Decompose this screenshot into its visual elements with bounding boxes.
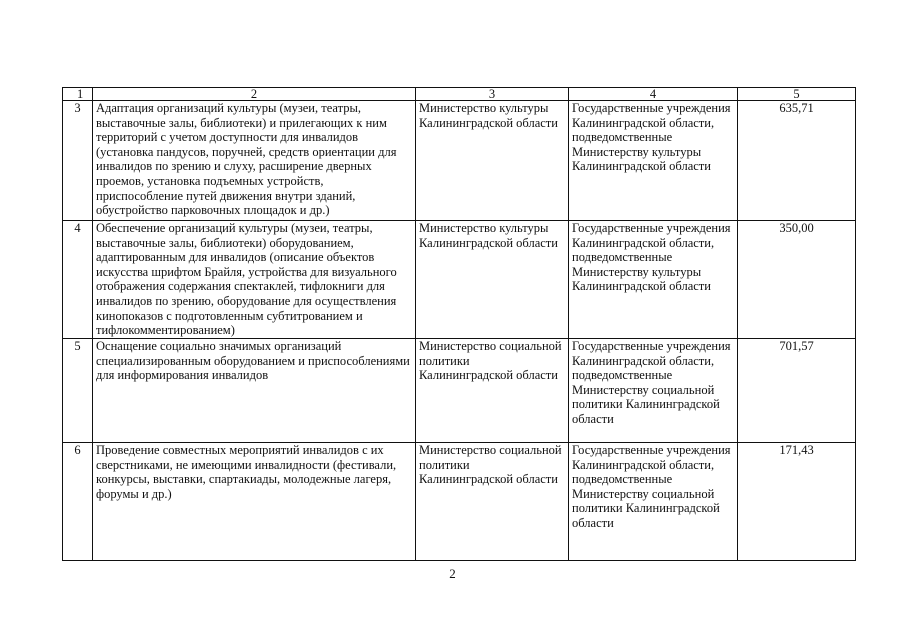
column-header-1: 1 xyxy=(63,88,93,101)
executors: Государственные учреждения Калининградской области, подведомственные Министерству культуры Калининградской области xyxy=(569,221,738,339)
responsible-body: Министерство культуры Калининградской области xyxy=(416,101,569,221)
row-number: 3 xyxy=(63,101,93,221)
row-number: 6 xyxy=(63,443,93,561)
column-header-5: 5 xyxy=(738,88,856,101)
executors: Государственные учреждения Калининградской области, подведомственные Министерству культуры Калининградской области xyxy=(569,101,738,221)
row-number: 4 xyxy=(63,221,93,339)
funding-amount: 350,00 xyxy=(738,221,856,339)
responsible-body: Министерство культуры Калининградской области xyxy=(416,221,569,339)
measure-description: Адаптация организаций культуры (музеи, театры, выставочные залы, библиотеки) и прилегающих к ним территорий с учетом доступности для инвалидов (установка пандусов, поручней, средств ориентации для инвалидов по зрению и слуху, расширение дверных проемов, установка подъемных устройств, приспособление путей движения внутри зданий, обустройство парковочных площадок и др.) xyxy=(93,101,416,221)
table-row xyxy=(63,101,856,221)
measure-description: Обеспечение организаций культуры (музеи, театры, выставочные залы, библиотеки) оборудованием, адаптированным для инвалидов (описание объектов искусства шрифтом Брайля, устройства для визуального отображения содержания спектаклей, тифлокниги для инвалидов по зрению, оборудование для осуществления кинопоказов с подготовленным субтитрованием и тифлокомментированием) xyxy=(93,221,416,339)
funding-amount: 171,43 xyxy=(738,443,856,561)
responsible-body: Министерство социальной политики Калининградской области xyxy=(416,443,569,561)
executors: Государственные учреждения Калининградской области, подведомственные Министерству социальной политики Калининградской области xyxy=(569,443,738,561)
table-row xyxy=(63,443,856,561)
table-header-row xyxy=(63,88,856,101)
measure-description: Проведение совместных мероприятий инвалидов с их сверстниками, не имеющими инвалидности (фестивали, конкурсы, выставки, спартакиады, молодежные лагеря, форумы и др.) xyxy=(93,443,416,561)
table-row xyxy=(63,339,856,443)
funding-amount: 701,57 xyxy=(738,339,856,443)
funding-amount: 635,71 xyxy=(738,101,856,221)
column-header-2: 2 xyxy=(93,88,416,101)
responsible-body: Министерство социальной политики Калининградской области xyxy=(416,339,569,443)
table-row xyxy=(63,221,856,339)
page-number: 2 xyxy=(449,566,456,581)
program-table xyxy=(62,87,856,561)
column-header-3: 3 xyxy=(416,88,569,101)
column-header-4: 4 xyxy=(569,88,738,101)
executors: Государственные учреждения Калининградской области, подведомственные Министерству социальной политики Калининградской области xyxy=(569,339,738,443)
row-number: 5 xyxy=(63,339,93,443)
measure-description: Оснащение социально значимых организаций специализированным оборудованием и приспособлениями для информирования инвалидов xyxy=(93,339,416,443)
